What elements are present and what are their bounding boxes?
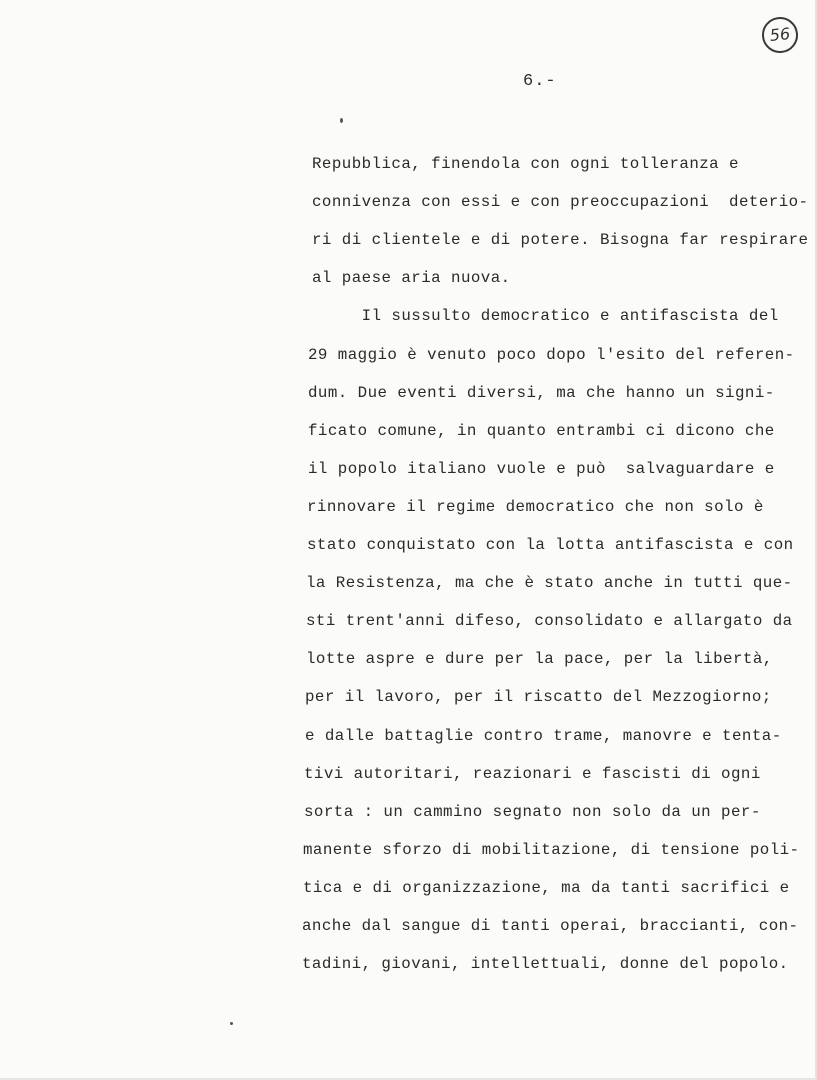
text-line: sti trent'anni difeso, consolidato e allargato da [306, 612, 793, 630]
stamp-number: 56 [768, 23, 792, 46]
text-line: sorta : un cammino segnato non solo da un per- [304, 803, 761, 821]
text-line: anche dal sangue di tanti operai, braccianti, con- [302, 917, 799, 935]
text-line: manente sforzo di mobilitazione, di tensione poli- [303, 841, 800, 859]
text-line: la Resistenza, ma che è stato anche in tutti que- [306, 574, 793, 592]
page-number: 6.- [523, 72, 557, 91]
text-line: 29 maggio è venuto poco dopo l'esito del referen- [308, 346, 795, 364]
text-line: ficato comune, in quanto entrambi ci dicono che [308, 422, 775, 440]
text-line: al paese aria nuova. [312, 269, 511, 287]
text-line: lotte aspre e dure per la pace, per la libertà, [306, 650, 773, 668]
ink-speck [340, 118, 343, 123]
text-line: stato conquistato con la lotta antifascista e con [307, 536, 794, 554]
text-line: il popolo italiano vuole e può salvaguardare e [308, 460, 775, 478]
text-line: dum. Due eventi diversi, ma che hanno un signi- [308, 384, 775, 402]
text-line: e dalle battaglie contro trame, manovre e tenta- [305, 727, 782, 745]
ink-speck [230, 1022, 233, 1025]
text-line: connivenza con essi e con preoccupazioni deterio- [312, 193, 809, 211]
archive-page-stamp [760, 15, 800, 55]
text-line: per il lavoro, per il riscatto del Mezzogiorno; [305, 688, 772, 706]
text-line: Repubblica, finendola con ogni tolleranza e [312, 155, 739, 173]
text-line: tica e di organizzazione, ma da tanti sacrifici e [303, 879, 790, 897]
text-line: Il sussulto democratico e antifascista del [312, 307, 779, 325]
text-line: ri di clientele e di potere. Bisogna far respirare [312, 231, 809, 249]
text-line: tadini, giovani, intellettuali, donne del popolo. [302, 955, 789, 973]
text-line: tivi autoritari, reazionari e fascisti di ogni [304, 765, 761, 783]
text-line: rinnovare il regime democratico che non solo è [307, 498, 764, 516]
